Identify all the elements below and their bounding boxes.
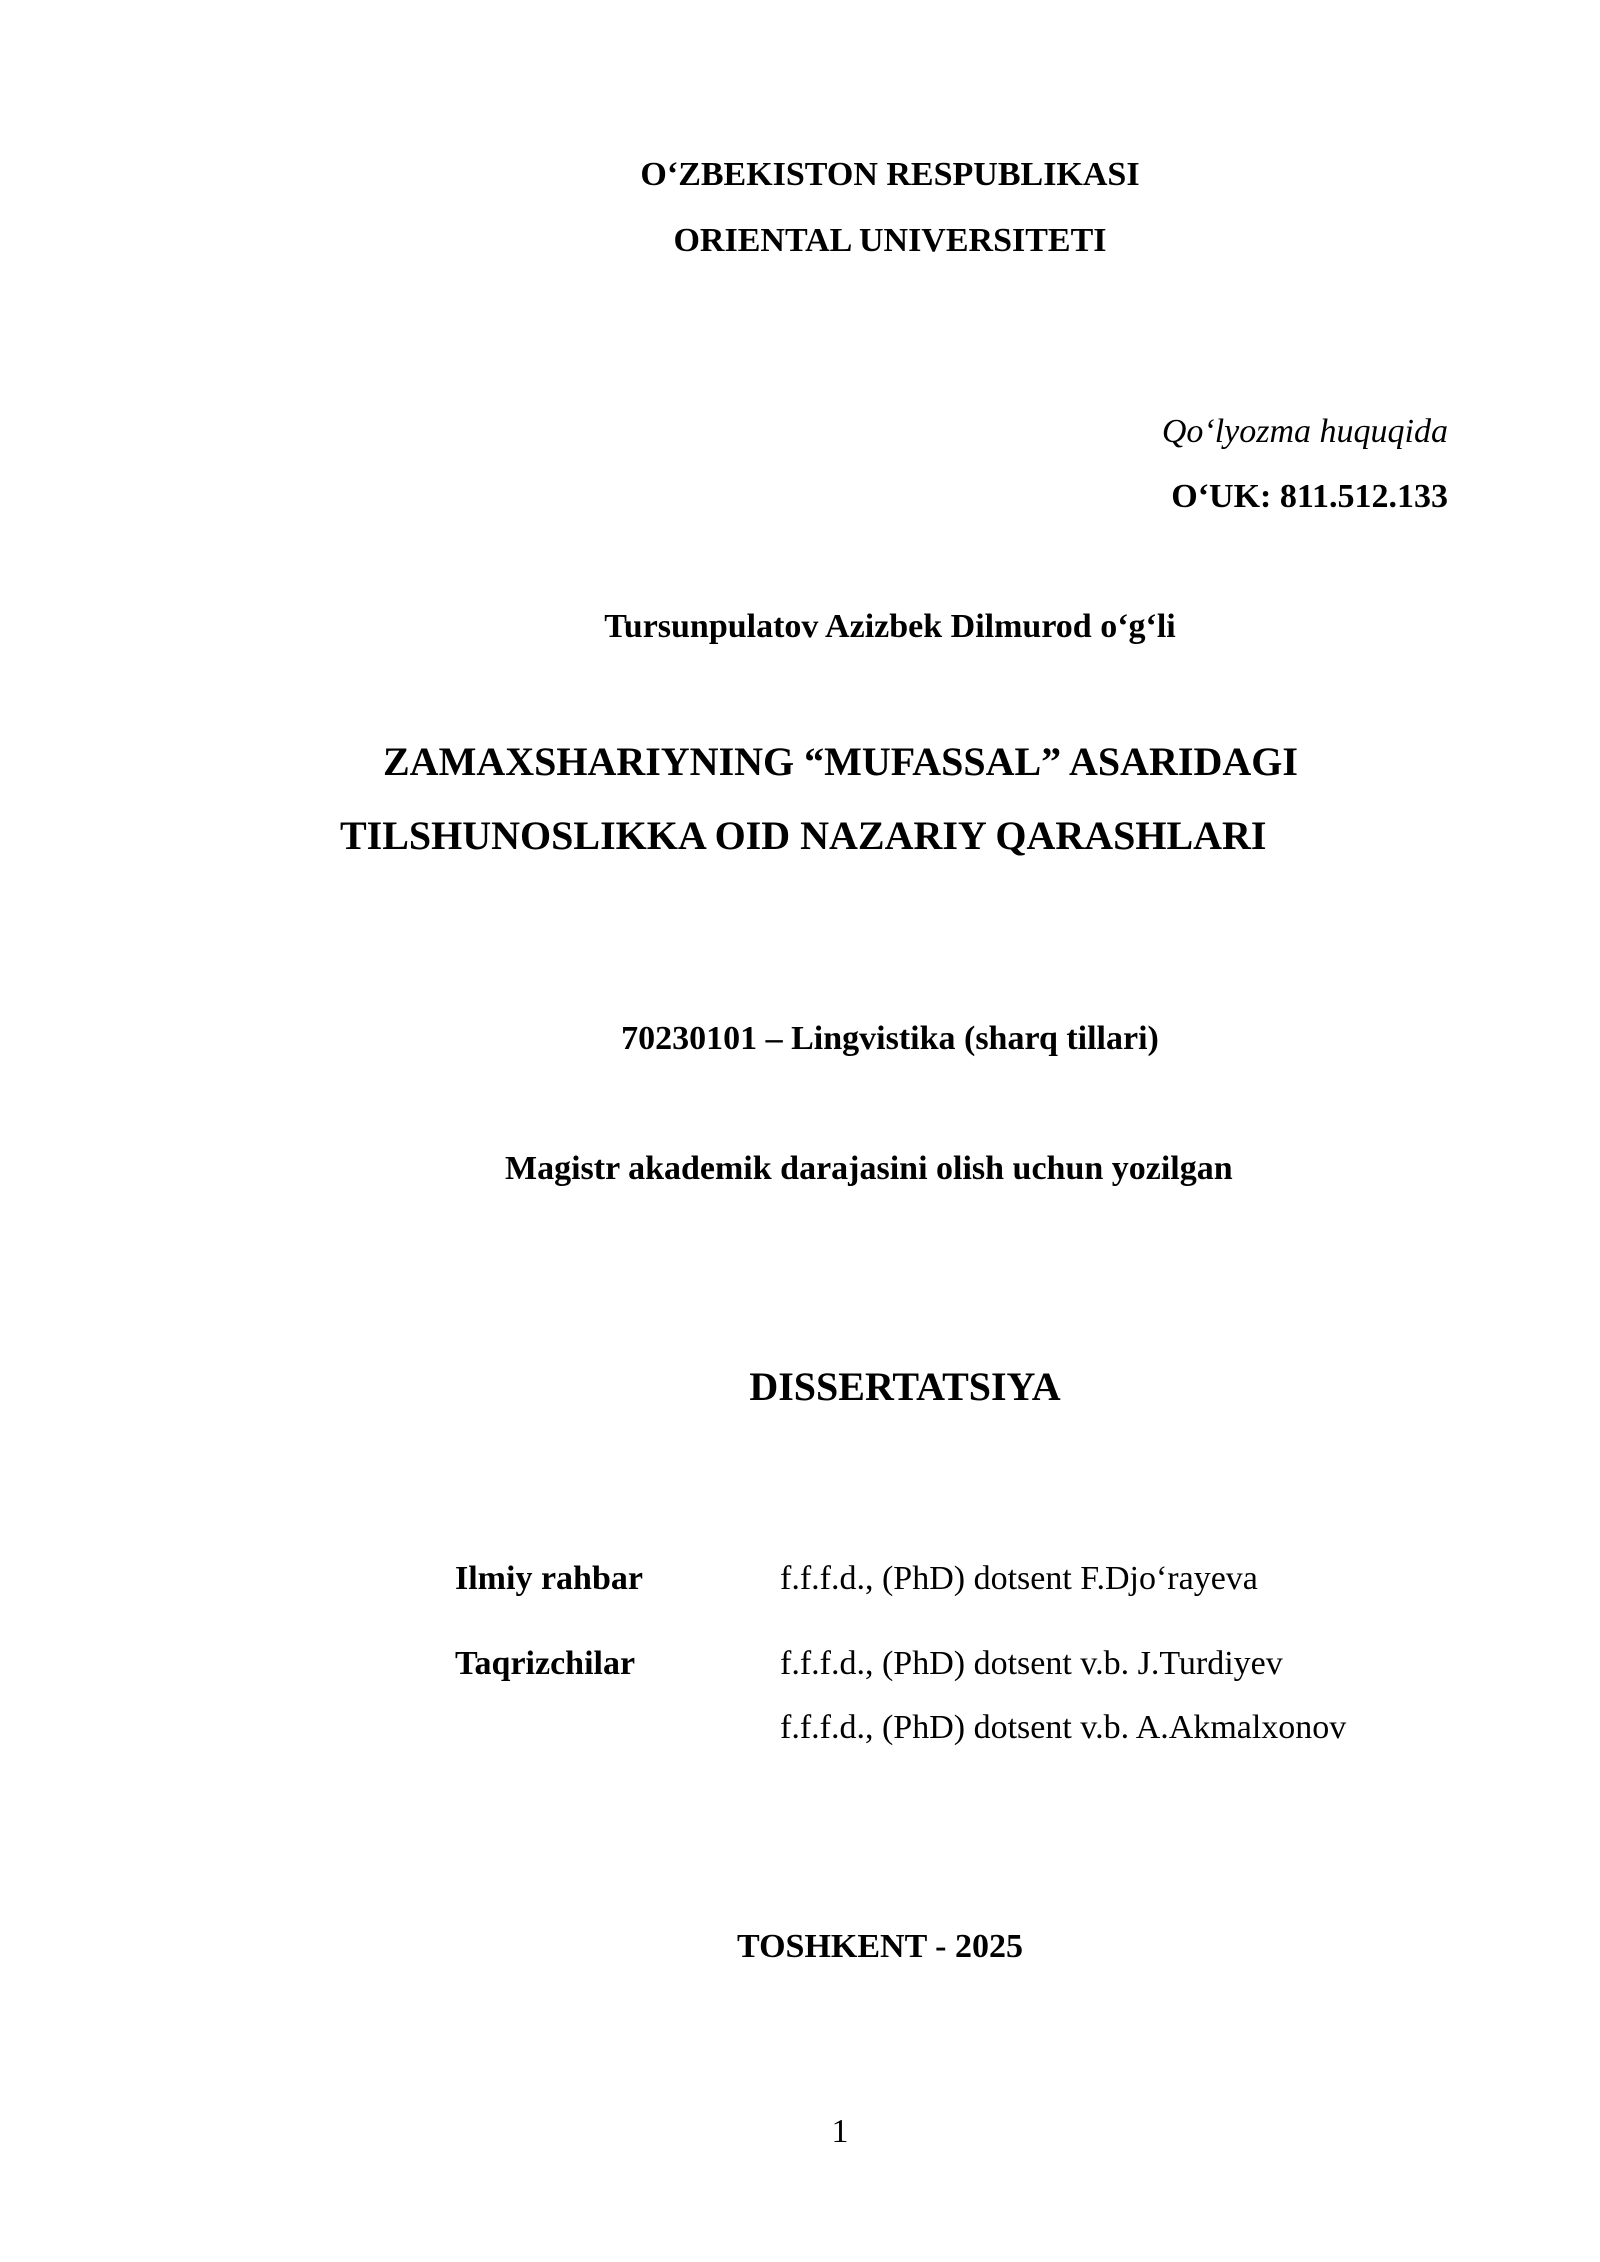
- author-name: Tursunpulatov Azizbek Dilmurod o‘g‘li: [604, 608, 1176, 645]
- university-heading: ORIENTAL UNIVERSITETI: [673, 222, 1107, 259]
- page-number: 1: [831, 2113, 849, 2150]
- place-and-year: TOSHKENT - 2025: [737, 1928, 1023, 1965]
- dissertation-title-line2: TILSHUNOSLIKKA OID NAZARIY QARASHLARI: [340, 813, 1267, 858]
- dissertation-title-line1: ZAMAXSHARIYNING “MUFASSAL” ASARIDAGI: [383, 739, 1298, 784]
- reviewer-1-name: f.f.f.d., (PhD) dotsent v.b. J.Turdiyev: [780, 1645, 1283, 1682]
- reviewer-2-name: f.f.f.d., (PhD) dotsent v.b. A.Akmalxonov: [780, 1709, 1347, 1746]
- manuscript-rights-note: Qo‘lyozma huquqida: [1161, 413, 1448, 450]
- country-heading: O‘ZBEKISTON RESPUBLIKASI: [640, 156, 1140, 193]
- degree-purpose: Magistr akademik darajasini olish uchun yozilgan: [505, 1150, 1233, 1187]
- udc-code: O‘UK: 811.512.133: [1171, 478, 1448, 515]
- reviewers-label: Taqrizchilar: [455, 1645, 636, 1682]
- supervisor-name: f.f.f.d., (PhD) dotsent F.Djo‘rayeva: [780, 1560, 1258, 1597]
- specialty-code: 70230101 – Lingvistika (sharq tillari): [621, 1020, 1159, 1057]
- document-type: DISSERTATSIYA: [749, 1364, 1061, 1409]
- supervisor-label: Ilmiy rahbar: [455, 1560, 643, 1597]
